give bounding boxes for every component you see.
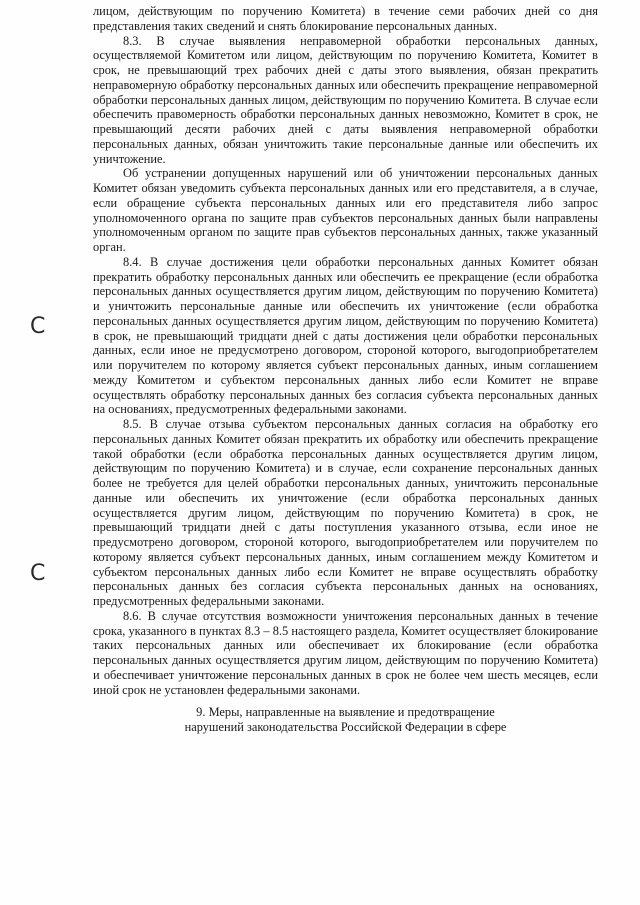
section-heading-line-2: нарушений законодательства Российской Федерации в сфере [184, 720, 507, 734]
paragraph-8-4: 8.4. В случае достижения цели обработки персональных данных Комитет обязан прекратить обработку персональных данных или обеспечить ее прекращение (если обработка персональных данных осуществляется другим лицом, действующим по поручению Комитета) и уничтожить персональные данные или обеспечить их уничтожение (если обработка персональных данных осуществляется другим лицом, действующим по поручению Комитета) в срок, не превышающий тридцати дней с даты достижения цели обработки персональных данных, если иное не предусмотрено договором, стороной которого, выгодоприобретателем или поручителем по которому является субъект персональных данных, иным соглашением между Комитетом и субъектом персональных данных либо если Комитет не вправе осуществлять обработку персональных данных без согласия субъекта персональных данных на основаниях, предусмотренных федеральными законами. [93, 254, 598, 417]
binder-hole-mark-top: C [30, 314, 46, 339]
document-body [93, 4, 598, 735]
paragraph-continuation: лицом, действующим по поручению Комитета) в течение семи рабочих дней со дня представления таких сведений и снять блокирование персональных данных. [93, 4, 598, 33]
binder-hole-mark-bottom: C [30, 561, 46, 586]
paragraph-notification: Об устранении допущенных нарушений или об уничтожении персональных данных Комитет обязан уведомить субъекта персональных данных или его представителя, а в случае, если обращение субъекта персональных данных или его представителя либо запрос уполномоченного органа по защите прав субъектов персональных данных были направлены уполномоченным органом по защите прав субъектов персональных данных, также указанный орган. [93, 166, 598, 254]
paragraph-8-5: 8.5. В случае отзыва субъектом персональных данных согласия на обработку его персональных данных Комитет обязан прекратить их обработку или обеспечить прекращение такой обработки (если обработка персональных данных осуществляется другим лицом, действующим по поручению Комитета) и в случае, если сохранение персональных данных более не требуется для целей обработки персональных данных, уничтожить персональные данные или обеспечить их уничтожение (если обработка персональных данных осуществляется другим лицом, действующим по поручению Комитета) в срок, не превышающий тридцати дней с даты поступления указанного отзыва, если иное не предусмотрено договором, стороной которого, выгодоприобретателем или поручителем по которому является субъект персональных данных, иным соглашением между Комитетом и субъектом персональных данных либо если Комитет не вправе осуществлять обработку персональных данных без согласия субъекта персональных данных на основаниях, предусмотренных федеральными законами. [93, 417, 598, 608]
paragraph-8-3: 8.3. В случае выявления неправомерной обработки персональных данных, осуществляемой Комитетом или лицом, действующим по поручению Комитета, Комитет в срок, не превышающий трех рабочих дней с даты этого выявления, обязан прекратить неправомерную обработку персональных данных или обеспечить прекращение неправомерной обработки персональных данных лицом, действующим по поручению Комитета. В случае если обеспечить правомерность обработки персональных данных невозможно, Комитет в срок, не превышающий десяти рабочих дней с даты выявления неправомерной обработки персональных данных, обязан уничтожить такие персональные данные или обеспечить их уничтожение. [93, 33, 598, 166]
paragraph-8-6: 8.6. В случае отсутствия возможности уничтожения персональных данных в течение срока, указанного в пунктах 8.3 – 8.5 настоящего раздела, Комитет осуществляет блокирование таких персональных данных или обеспечивает их блокирование (если обработка персональных данных осуществляется другим лицом, действующим по поручению Комитета) и обеспечивает уничтожение персональных данных в срок не более чем шесть месяцев, если иной срок не установлен федеральными законами. [93, 608, 598, 697]
section-heading [93, 705, 598, 735]
section-heading-line-1: 9. Меры, направленные на выявление и предотвращение [196, 705, 495, 720]
